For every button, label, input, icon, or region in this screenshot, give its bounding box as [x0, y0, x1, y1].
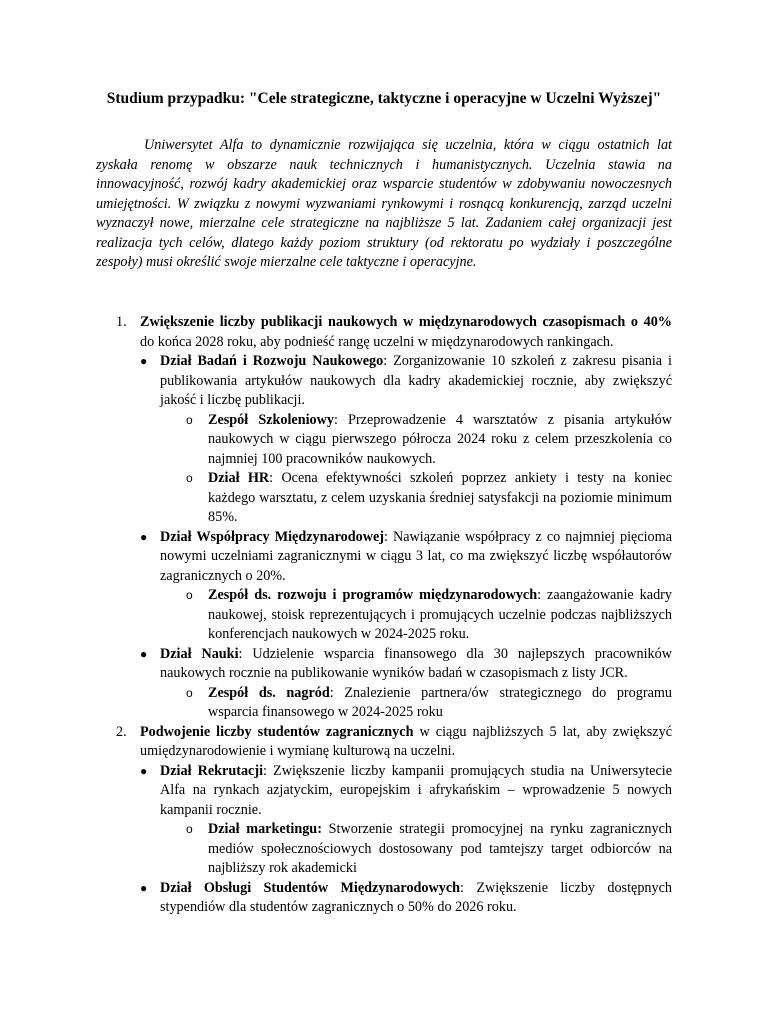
team-item [96, 684, 672, 723]
team-text: : zaangażowanie kadry naukowej, stoisk reprezentujących i promujących uczelnie podczas najbliższych konferencjach naukowych w 2024-2025 roku. [208, 587, 672, 642]
unit-text: : Nawiązanie współpracy z co najmniej pięcioma nowymi uczelniami zagranicznymi w ciągu 3 lat, co ma zwiększyć liczbę współautorów zagranicznych o 20%. [160, 528, 672, 584]
team-name: Zespół ds. nagród [208, 684, 330, 701]
unit-name: Dział Współpracy Międzynarodowej [160, 528, 384, 545]
team-text: : Przeprowadzenie 4 warsztatów z pisania artykułów naukowych w ciągu pierwszego półrocza 2024 roku z celem przeszkolenia co najmniej 100 pracowników naukowych. [208, 411, 672, 467]
team-item [96, 411, 672, 470]
goal-text: w ciągu najbliższych 5 lat, aby zwiększyć umiędzynarodowienie i wymianę kulturową na uczelni. [140, 723, 672, 759]
unit-item [96, 762, 672, 821]
circle-bullet-icon: o [186, 822, 193, 836]
team-text: Stworzenie strategii promocyjnej na rynku zagranicznych mediów społecznościowych dostosowany pod tamtejszy target odbiorców na najbliższy rok akademicki [208, 821, 672, 876]
unit-text: : Zwiększenie liczby kampanii promujących studia na Uniwersytecie Alfa na rynkach azjatyckim, europejskim i afrykańskim – wprowadzenie 5 nowych kampanii rocznie. [160, 762, 672, 818]
team-item [96, 469, 672, 528]
circle-bullet-icon: o [186, 412, 193, 427]
goal-title: Zwiększenie liczby publikacji naukowych w międzynarodowych czasopismach o 40% [140, 314, 672, 330]
bullet-icon: ● [140, 646, 148, 661]
team-name: Zespół Szkoleniowy [208, 411, 334, 428]
goal-number: 2. [116, 723, 127, 740]
circle-bullet-icon: o [186, 471, 193, 485]
unit-name: Dział Badań i Rozwoju Naukowego [160, 353, 384, 369]
intro-paragraph: Uniwersytet Alfa to dynamicznie rozwijająca się uczelnia, która w ciągu ostatnich lat zyskała renomę w obszarze nauk technicznych i humanistycznych. Uczelnia stawia na innowacyjność, rozwój kadry akademickiej oraz wsparcie studentów w zdobywaniu nowoczesnych umiejętności. W związku z nowymi wyzwaniami rynkowymi i rosnącą konkurencją, zarząd uczelni wyznaczył nowe, mierzalne cele strategiczne na najbliższe 5 lat. Zadaniem całej organizacji jest realizacja tych celów, dlatego każdy poziom struktury (od rektoratu po wydziały i poszczególne zespoły) musi określić swoje mierzalne cele taktyczne i operacyjne. [96, 137, 672, 270]
goal-text: do końca 2028 roku, aby podnieść rangę uczelni w międzynarodowych rankingach. [140, 333, 614, 350]
bullet-icon: ● [140, 529, 148, 544]
unit-name: Dział Rekrutacji [160, 762, 264, 779]
bullet-icon: ● [140, 763, 148, 778]
unit-text: : Zwiększenie liczby dostępnych stypendiów dla studentów zagranicznych o 50% do 2026 roku. [160, 879, 672, 915]
unit-name: Dział Obsługi Studentów Międzynarodowych [160, 879, 461, 896]
goal-number: 1. [116, 314, 127, 330]
goal-item [96, 723, 672, 762]
team-name: Dział marketingu: [208, 821, 322, 837]
team-text: : Ocena efektywności szkoleń poprzez ankiety i testy na koniec każdego warsztatu, z celem uzyskania średniej satysfakcji na poziomie minimum 85%. [208, 470, 672, 525]
unit-text: : Zorganizowanie 10 szkoleń z zakresu pisania i publikowania artykułów naukowych dla kadry akademickiej rocznie, aby zwiększyć jakość i liczbę publikacji. [160, 353, 672, 408]
unit-item [96, 352, 672, 411]
unit-name: Dział Nauki [160, 645, 239, 662]
team-item [96, 820, 672, 879]
goals-list [96, 313, 672, 918]
unit-item [96, 645, 672, 684]
unit-item [96, 879, 672, 918]
document-title: Studium przypadku: "Cele strategiczne, taktyczne i operacyjne w Uczelni Wyższej" [106, 90, 662, 107]
goal-item [96, 313, 672, 352]
bullet-icon: ● [140, 354, 148, 368]
team-name: Dział HR [208, 470, 270, 486]
team-text: : Znalezienie partnera/ów strategicznego do programu wsparcia finansowego w 2024-2025 roku [208, 684, 672, 720]
bullet-icon: ● [140, 880, 148, 895]
circle-bullet-icon: o [186, 685, 193, 700]
team-item [96, 586, 672, 645]
team-name: Zespół ds. rozwoju i programów międzynarodowych [208, 587, 538, 603]
unit-item [96, 528, 672, 587]
goal-title: Podwojenie liczby studentów zagranicznych [140, 723, 414, 740]
unit-text: : Udzielenie wsparcia finansowego dla 30 najlepszych pracowników naukowych rocznie na publikowanie wyników badań w czasopismach z listy JCR. [160, 645, 672, 681]
circle-bullet-icon: o [186, 588, 193, 602]
